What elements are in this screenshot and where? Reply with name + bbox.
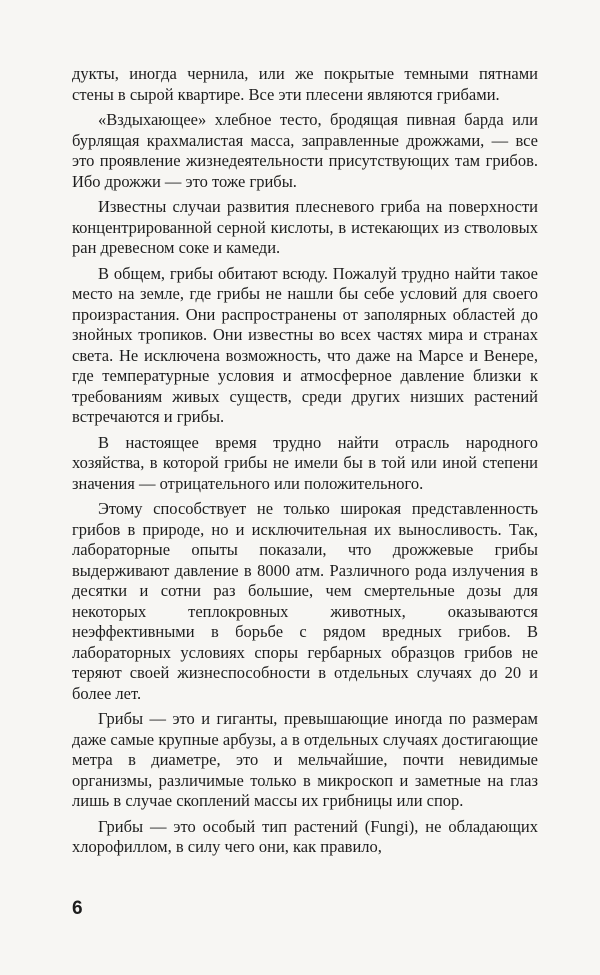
paragraph: Известны случаи развития плесневого гриба на поверхности концентрированной серной кислоты, в истекающих из стволовых ран древесном соке и камеди. — [72, 197, 538, 257]
paragraph: Грибы — это особый тип растений (Fungi), не обладающих хлорофиллом, в силу чего они, как правило, — [72, 816, 538, 856]
body-text — [72, 64, 538, 858]
paragraph: Этому способствует не только широкая представленность грибов в природе, но и исключительная их выносливость. Так, лабораторные опыты показали, что дрожжевые грибы выдерживают давление в 8000 атм. Различного рода излучения в десятки и сотни раз большие, чем смертельные дозы для некоторых теплокровных животных, оказываются неэффективными в борьбе с рядом вредных грибов. В лабораторных условиях споры гербарных образцов грибов не теряют своей жизнеспособности в отдельных случаях до 20 и более лет. — [72, 499, 538, 703]
paragraph: В общем, грибы обитают всюду. Пожалуй трудно найти такое место на земле, где грибы не нашли бы себе условий для своего произрастания. Они распространены от заполярных областей до знойных тропиков. Они известны во всех частях мира и странах света. Не исключена возможность, что даже на Марсе и Венере, где температурные условия и атмосферное давление близки к требованиям живых существ, среди других низших растений встречаются и грибы. — [72, 263, 538, 426]
paragraph: Грибы — это и гиганты, превышающие иногда по размерам даже самые крупные арбузы, а в отдельных случаях достигающие метра в диаметре, это и мельчайшие, почти невидимые организмы, различимые только в микроскоп и заметные на глаз лишь в случае скоплений массы их грибницы или спор. — [72, 709, 538, 810]
paragraph: В настоящее время трудно найти отрасль народного хозяйства, в которой грибы не имели бы в той или иной степени значения — отрицательного или положительного. — [72, 432, 538, 493]
paragraph: дукты, иногда чернила, или же покрытые темными пятнами стены в сырой квартире. Все эти плесени являются грибами. — [72, 64, 538, 104]
page-number: 6 — [72, 898, 83, 919]
paragraph: «Вздыхающее» хлебное тесто, бродящая пивная барда или бурлящая крахмалистая масса, заправленные дрожжами, — все это проявление жизнедеятельности присутствующих там грибов. Ибо дрожжи — это тоже грибы. — [72, 110, 538, 191]
